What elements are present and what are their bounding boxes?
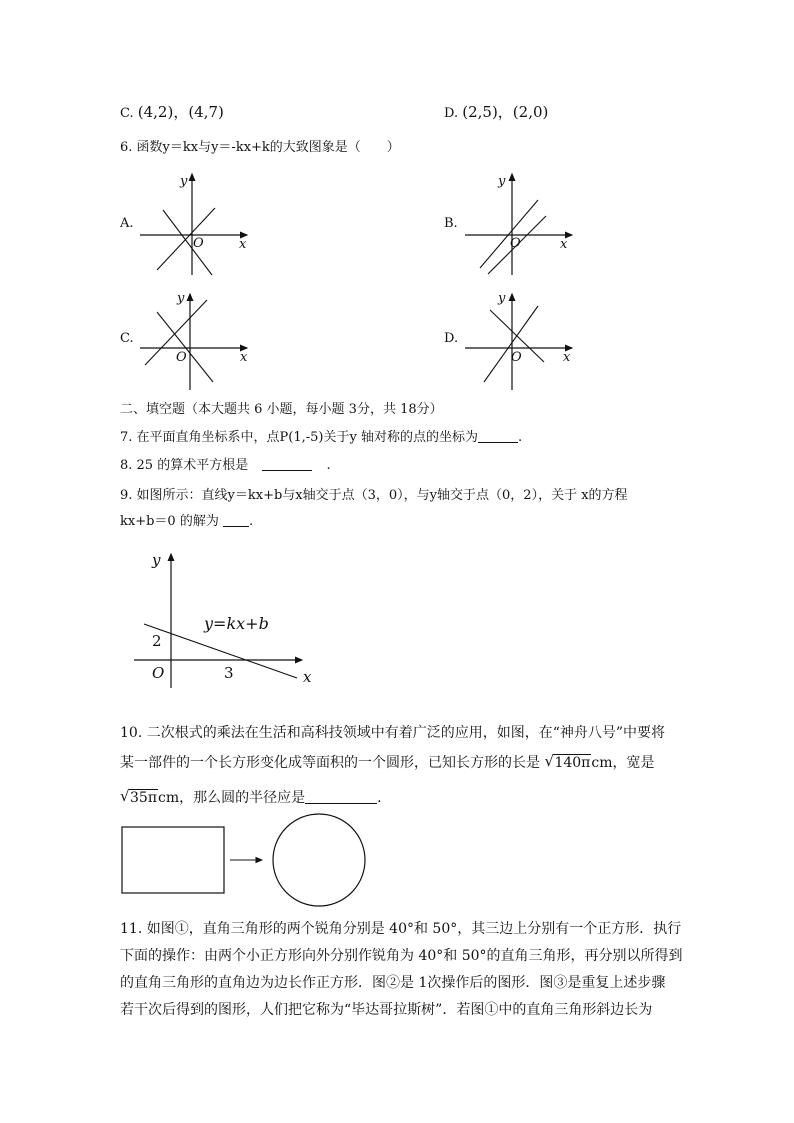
x-label: x xyxy=(560,237,568,252)
line-kx xyxy=(157,208,215,270)
q5-option-d-value: (2,5)，(2,0) xyxy=(462,103,549,121)
q8-end: . xyxy=(326,458,331,473)
q6-option-c-label: C. xyxy=(120,331,134,346)
q5-option-c-value: (4,2)，(4,7) xyxy=(137,103,224,121)
q6-graph-b xyxy=(460,170,580,280)
q11-line1: 11. 如图①，直角三角形的两个锐角分别是 40°和 50°，其三边上分别有一个正方形．执行 xyxy=(120,921,682,937)
q10-length-radicand: 140π xyxy=(554,755,591,771)
q10-length-sqrt: √ 140π xyxy=(544,752,591,771)
q5-option-d xyxy=(444,101,548,122)
y-label: y xyxy=(498,174,506,189)
q10-end: . xyxy=(377,790,382,806)
x-label: x xyxy=(563,350,571,365)
origin-label: O xyxy=(511,350,522,365)
q8-answer-blank[interactable] xyxy=(262,456,312,471)
q9-line1: 9. 如图所示：直线y＝kx+b与x轴交于点（3，0），与y轴交于点（0，2），关于 x的方程 xyxy=(120,488,628,503)
origin-label: O xyxy=(152,664,165,682)
y-label: y xyxy=(180,174,188,189)
q9-text: kx+b＝0 的解为 xyxy=(120,514,219,529)
q10-length-unit: cm，宽是 xyxy=(591,755,655,771)
q6-option-a-label: A. xyxy=(120,216,134,231)
q11-line4: 若干次后得到的图形，人们把它称为“毕达哥拉斯树”．若图①中的直角三角形斜边长为 xyxy=(120,1002,653,1018)
q10-answer-blank[interactable] xyxy=(305,789,377,804)
rectangle xyxy=(122,827,224,893)
q7 xyxy=(120,426,522,445)
q5-option-d-label: D. xyxy=(444,106,459,121)
q6-option-d-label: D. xyxy=(444,331,459,346)
q10-line2 xyxy=(120,752,655,772)
q10-width-sqrt: √ 35π xyxy=(120,787,158,806)
q9-line2 xyxy=(120,510,253,529)
q8 xyxy=(120,454,331,473)
x-label: x xyxy=(239,237,247,252)
q11-line2: 下面的操作：由两个小正方形向外分别作锐角为 40°和 50°的直角三角形，再分别以所得到 xyxy=(120,948,683,964)
q5-option-c-label: C. xyxy=(120,106,134,121)
q6-stem: 6. 函数y＝kx与y＝-kx+k的大致图象是（ ） xyxy=(120,140,400,155)
q9-end: . xyxy=(248,514,254,529)
q9-figure xyxy=(130,548,320,688)
x-label: x xyxy=(303,668,312,686)
q6-graph-d xyxy=(460,290,580,395)
q7-text: 7. 在平面直角坐标系中，点P(1,-5)关于y 轴对称的点的坐标为 xyxy=(120,430,478,445)
q7-answer-blank[interactable] xyxy=(478,428,518,443)
section-2-heading: 二、填空题（本大题共 6 小题，每小题 3分，共 18分） xyxy=(120,402,443,417)
q9-answer-blank[interactable] xyxy=(223,512,249,527)
origin-label: O xyxy=(193,236,204,251)
y-intercept-label: 2 xyxy=(152,632,162,650)
line-kx xyxy=(480,200,538,268)
circle xyxy=(273,814,365,906)
q10-line1: 10. 二次根式的乘法在生活和高科技领域中有着广泛的应用，如图，在“神舟八号”中要将 xyxy=(120,725,666,741)
q5-option-c xyxy=(120,101,224,122)
q6-option-b-label: B. xyxy=(444,216,458,231)
q6-graph-a xyxy=(135,170,255,280)
x-intercept-label: 3 xyxy=(224,664,234,682)
y-label: y xyxy=(498,291,506,306)
q6-graph-c xyxy=(135,290,255,395)
line-kx xyxy=(484,306,538,382)
q11-line3: 的直角三角形的直角边为边长作正方形．图②是 1次操作后的图形．图③是重复上述步骤 xyxy=(120,975,666,991)
origin-label: O xyxy=(510,236,521,251)
origin-label: O xyxy=(176,350,187,365)
q10-width-radicand: 35π xyxy=(130,790,158,806)
q7-end: . xyxy=(517,430,523,445)
y-label: y xyxy=(177,291,185,306)
y-label: y xyxy=(152,551,161,569)
line-equation-label: y=kx+b xyxy=(204,614,269,633)
q10-line2-text: 某一部件的一个长方形变化成等面积的一个圆形，已知长方形的长是 xyxy=(120,755,540,771)
q10-figure xyxy=(120,813,370,909)
q10-line3-text: cm，那么圆的半径应是 xyxy=(158,790,306,806)
q8-text: 8. 25 的算术平方根是 xyxy=(120,458,249,473)
q10-line3 xyxy=(120,787,382,807)
x-label: x xyxy=(240,350,248,365)
